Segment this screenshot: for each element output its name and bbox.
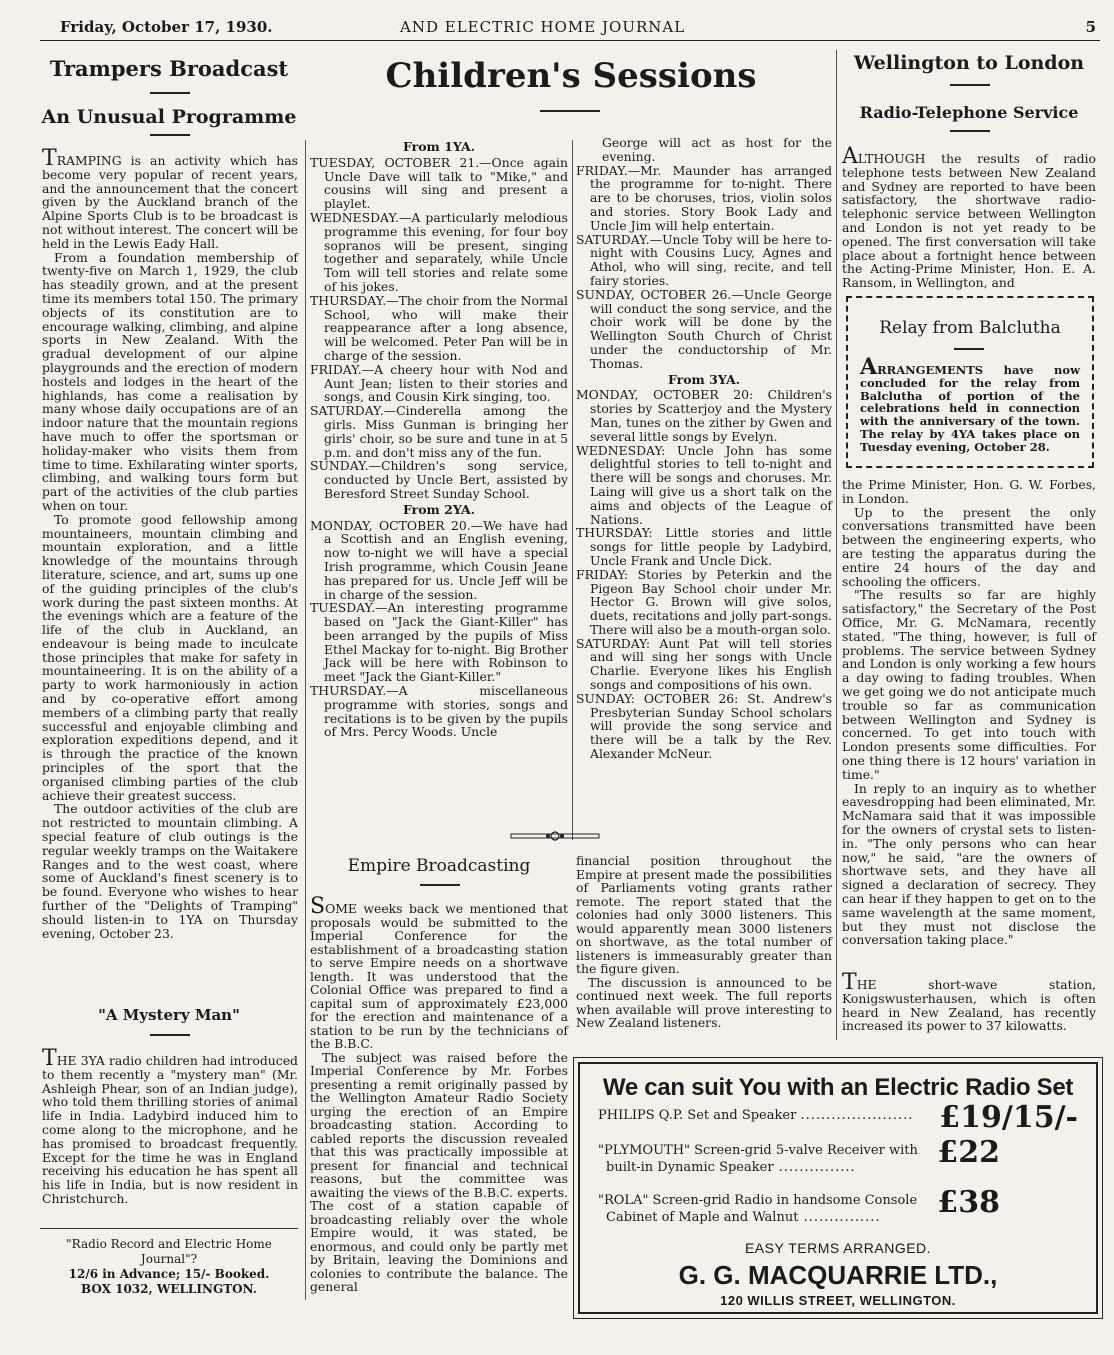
subscription-address: BOX 1032, WELLINGTON. — [81, 1282, 257, 1296]
balclutha-notice — [860, 354, 1080, 454]
ad-price-plymouth: £22 — [937, 1135, 1000, 1170]
drop-cap: T — [42, 1046, 57, 1071]
empire-title: Empire Broadcasting — [347, 856, 531, 876]
station-heading-3ya: From 3YA. — [667, 371, 741, 387]
children-column-2 — [576, 136, 832, 761]
drop-cap: A — [860, 354, 878, 380]
station-heading-1ya: From 1YA. — [402, 139, 476, 154]
ornament-icon — [510, 831, 600, 841]
children-column-1 — [310, 138, 568, 739]
trampers-subtitle: An Unusual Programme — [41, 106, 297, 128]
konigs-body: HE short-wave station, Konigswusterhausen, which is often heard in New Zealand, has recently increased its power to 37 kilowatts. — [842, 977, 1096, 1034]
subscription-notice — [40, 1228, 298, 1297]
station-heading-2ya: From 2YA. — [402, 501, 476, 517]
radio-advertisement — [578, 1062, 1098, 1314]
issue-date: Friday, October 17, 1930. — [60, 18, 273, 36]
session-entry: SUNDAY: OCTOBER 26: St. Andrew's Presbyterian Sunday School scholars will provide the song service and there will be a talk by the Rev. Alexander McNeur. — [576, 690, 832, 762]
drop-cap: A — [842, 144, 858, 169]
ad-item-label: "PLYMOUTH" Screen-grid 5-valve Receiver with — [598, 1143, 918, 1158]
trampers-paragraph: To promote good fellowship among mountaineers, mountain climbing and mountain exploration, and a little knowledge of the mountains through literature, science, and art, sums up one of the guiding principles of the club's work during the past sixteen months. At the evenings which are a feature of the life of the club in Auckland, an endeavour is being made to inculcate those principles that make for safety in mountaineering. It is on the ability of a party to work harmoniously in action and by co-operative effort among members of a climbing party that really successful and enjoyable climbing and exploration expeditions depend, and it is through the practice of the known principles of the sport that the organised climbing parties of the club achieve their greatest success. — [42, 511, 298, 803]
london-paragraph: "The results so far are highly satisfactory," the Secretary of the Post Office, Mr. G. McNamara, recently stated. "The thing, however, is full of problems. The service between Sydney and London is only working a few hours a day owing to fading troubles. When we get going we do not anticipate much trouble so far as communication between Wellington and Sydney is concerned. To get into touch with London presents some difficulties. For one thing there is 12 hours' variation in time." — [842, 587, 1096, 782]
london-article-part-1 — [842, 144, 1096, 291]
session-entry: SATURDAY.—Cinderella among the girls. Miss Gunman is bringing her girls' choir, so be sure and tune in at 5 p.m. and don't miss any of the fun. — [310, 403, 568, 460]
balclutha-box — [846, 296, 1094, 468]
children-title: Children's Sessions — [385, 56, 757, 96]
session-entry: WEDNESDAY.—A particularly melodious programme this evening, for four boy sopranos will be present, singing together and separately, while Uncle Tom will tell stories and relate some of his jokes. — [310, 209, 568, 294]
london-title: Wellington to London — [853, 52, 1085, 74]
london-paragraph: In reply to an inquiry as to whether eavesdropping had been eliminated, Mr. McNamara said that it was impossible for the owners of crystal sets to listen-in. "The only persons who can hear now," he said, "are the owners of shortwave sets, and they have all signed a declaration of secrecy. They can hear if they happen to get on to the same wavelength at the same moment, but they must not disclose the conversation taking place." — [842, 780, 1096, 948]
dot-leader: ............... — [798, 1210, 881, 1225]
session-entry: SUNDAY, OCTOBER 26.—Uncle George will conduct the song service, and the choir work will be done by the Wellington South Church of Christ under the conductorship of Mr. Thomas. — [576, 286, 832, 371]
ad-price-rola: £38 — [937, 1185, 1000, 1220]
title-rule — [420, 884, 460, 886]
title-rule — [150, 92, 190, 94]
ad-address: 120 WILLIS STREET, WELLINGTON. — [720, 1293, 956, 1308]
session-entry: FRIDAY.—Mr. Maunder has arranged the programme for to-night. There are to be choruses, trios, violin solos and stories. Story Book Lady and Uncle Jim will help entertain. — [576, 162, 832, 233]
drop-cap: S — [310, 894, 326, 919]
london-paragraph: Up to the present the only conversations transmitted have been between the engineering experts, who are testing the apparatus during the entire 24 hours of the day and schooling the officers. — [842, 504, 1096, 589]
trampers-paragraph: The outdoor activities of the club are not restricted to mountain climbing. A special feature of club outings is the regular weekly tramps on the Waitakere Ranges and to the west coast, where some of Auckland's finest scenery is to be found. Everyone who wishes to hear further of the "Delights of Tramping" should listen-in to 1YA on Thursday evening, October 23. — [42, 801, 298, 941]
empire-paragraph: financial position throughout the Empire at present made the possibilities of Parliaments voting grants rather remote. The report stated that the colonies had only 3000 listeners. This would apparently mean 3000 listeners on shortwave, as the total number of listeners is immeasurably greater than the figure given. — [576, 853, 832, 976]
dot-leader: ............... — [773, 1160, 856, 1175]
title-rule — [150, 134, 190, 136]
session-entry: WEDNESDAY: Uncle John has some delightful stories to tell to-night and there will be songs and choruses. Mr. Laing will give us a short talk on the aims and objects of the League of Nations. — [576, 442, 832, 527]
empire-article-part-1 — [310, 894, 568, 1294]
trampers-title: Trampers Broadcast — [49, 56, 289, 81]
page-number: 5 — [1085, 18, 1096, 36]
session-entry: FRIDAY: Stories by Peterkin and the Pigeon Bay School choir under Mr. Hector G. Brown will give solos, duets, recitations and jolly part-songs. There will also be a mouth-organ solo. — [576, 566, 832, 637]
drop-cap: T — [842, 970, 857, 995]
ad-headline: We can suit You with an Electric Radio Set — [602, 1074, 1074, 1101]
session-entry: SATURDAY.—Uncle Toby will be here to-night with Cousins Lucy, Agnes and Athol, who will sing, recite, and tell fairy stories. — [576, 231, 832, 288]
konigs-article — [842, 970, 1096, 1034]
session-entry: TUESDAY.—An interesting programme based on "Jack the Giant-Killer" has been arranged by the pupils of Miss Ethel Mackay for to-night. Big Brother Jack will be here with Robinson to meet "Jack the Giant-Killer." — [310, 600, 568, 685]
session-entry: SATURDAY: Aunt Pat will tell stories and will sing her songs with Uncle Charlie. Everyone likes his English songs and compositions of his own. — [576, 635, 832, 693]
ad-item-philips — [598, 1100, 1096, 1138]
journal-name: AND ELECTRIC HOME JOURNAL — [400, 18, 686, 36]
column-rule — [305, 140, 306, 1300]
mystery-paragraph: HE 3YA radio children had introduced to them recently a "mystery man" (Mr. Ashleigh Phear, son of an Indian judge), who told them thrilling stories of animal life in India. Ladybird induced him to come along to the microphone, and he has promised to broadcast frequently. Except for the time he was in England receiving his education he has spent all his life in India, but is now resident in Christchurch. — [42, 1053, 298, 1206]
london-paragraph: LTHOUGH the results of radio telephone tests between New Zealand and Sydney are reported to have been satisfactory, the shortwave radio-telephonic service between Wellington and London is not yet ready to be opened. The first conversation will take place about a fortnight hence between the Acting-Prime Minister, Hon. E. A. Ransom, in Wellington, and — [842, 151, 1096, 291]
subscription-question: "Radio Record and Electric Home Journal"? — [66, 1237, 272, 1266]
session-entry: TUESDAY, OCTOBER 21.—Once again Uncle Dave will talk to "Mike," and cousins will sing and present a playlet. — [310, 154, 568, 212]
ad-item-label: built-in Dynamic Speaker — [606, 1160, 774, 1175]
london-subtitle: Radio-Telephone Service — [859, 103, 1079, 122]
session-entry: THURSDAY.—The choir from the Normal School, who will make their reappearance after a long absence, will be welcomed. Peter Pan will be in charge of the session. — [310, 292, 568, 363]
ad-item-label: "ROLA" Screen-grid Radio in handsome Console — [598, 1193, 918, 1208]
title-rule — [950, 84, 990, 86]
ad-company: G. G. MACQUARRIE LTD., — [678, 1260, 998, 1290]
empire-article-part-2 — [576, 854, 832, 1030]
column-rule — [836, 50, 837, 1040]
trampers-paragraph: RAMPING is an activity which has become very popular of recent years, and the announcement that the concert given by the Auckland branch of the Alpine Sports Club is to be broadcast is not without interest. The concert will be held in the Lewis Eady Hall. — [42, 153, 298, 251]
ad-price-philips: £19/15/- — [939, 1100, 1078, 1135]
ad-item-plymouth — [598, 1135, 1096, 1182]
ad-item-rola — [598, 1185, 1096, 1232]
column-rule — [572, 140, 573, 840]
trampers-article — [42, 146, 298, 941]
title-rule — [950, 130, 990, 132]
session-entry: SUNDAY.—Children's song service, conducted by Uncle Bert, assisted by Beresford Street Sunday School. — [310, 458, 568, 501]
empire-paragraph: The discussion is announced to be continued next week. The full reports when available will prove interesting to New Zealand listeners. — [576, 974, 832, 1030]
session-entry: FRIDAY.—A cheery hour with Nod and Aunt Jean; listen to their stories and songs, and Cousin Kirk singing, too. — [310, 361, 568, 405]
ad-item-label: PHILIPS Q.P. Set and Speaker — [598, 1108, 797, 1123]
mystery-article — [42, 1046, 298, 1206]
session-entry: MONDAY, OCTOBER 20: Children's stories by Scatterjoy and the Mystery Man, tunes on the zither by Gwen and several little songs by Evelyn. — [576, 387, 832, 444]
session-entry: THURSDAY.—A miscellaneous programme with stories, songs and recitations is to be given by the pupils of Mrs. Percy Woods. Uncle — [310, 683, 568, 740]
empire-paragraph: The subject was raised before the Imperial Conference by Mr. Forbes presenting a remit originally passed by the Wellington Amateur Radio Society urging the erection of an Empire broadcasting station. According to cabled reports the discussion revealed that this was practically impossible at present for financial and technical reasons, but the committee was awaiting the views of the B.B.C. experts. The cost of a station capable of broadcasting reliably over the whole Empire would, it was stated, be enormous, and could only be partly met by Britain, leaving the Dominions and colonies to contribute the balance. The general — [310, 1049, 568, 1294]
mystery-title: "A Mystery Man" — [98, 1006, 240, 1024]
balclutha-title: Relay from Balclutha — [879, 318, 1061, 338]
dot-leader: ...................... — [800, 1108, 914, 1123]
title-rule — [540, 110, 600, 112]
balclutha-body: RRANGEMENTS have now concluded for the relay from Balclutha of portion of the celebrations held in connection with the anniversary of the town. The relay by 4YA takes place on Tuesday evening, October 28. — [860, 363, 1080, 454]
london-article-part-2 — [842, 478, 1096, 947]
session-entry: MONDAY, OCTOBER 20.—We have had a Scottish and an English evening, now to-night we will have a special Irish programme, which Cousin Jeane has prepared for us. Uncle Jeff will be in charge of the session. — [310, 517, 568, 602]
session-entry: THURSDAY: Little stories and little songs for little people by Ladybird, Uncle Frank and Uncle Dick. — [576, 525, 832, 568]
subscription-rates: 12/6 in Advance; 15/- Booked. — [68, 1267, 270, 1281]
empire-paragraph: OME weeks back we mentioned that proposals would be submitted to the Imperial Conference for the establishment of a broadcasting station to serve Empire needs on a shortwave length. It was understood that the Colonial Office was prepared to find a capital sum of approximately £23,000 for the erection and maintenance of a station to be run by the technicians of the B.B.C. — [310, 901, 568, 1051]
masthead — [40, 14, 1100, 41]
drop-cap: T — [42, 146, 57, 171]
title-rule — [954, 348, 984, 350]
ad-item-label: Cabinet of Maple and Walnut — [606, 1210, 799, 1225]
trampers-paragraph: From a foundation membership of twenty-five on March 1, 1929, the club has steadily grown, and at the present time its members total 150. The primary objects of its constitution are to encourage walking, climbing, and alpine sports in New Zealand. With the gradual development of our alpine playgrounds and the erection of modern hostels and lodges in the heart of the highlands, has come a realisation by many whose daily occupations are of an indoor nature that the mountain regions have much to offer the sportsman or holiday-maker who visits them from time to time. Exhilarating winter sports, climbing, and walking tours form but part of the activities of the club parties when on tour. — [42, 249, 298, 513]
session-continued: George will act as host for the evening. — [602, 135, 832, 164]
title-rule — [150, 1034, 190, 1036]
ornament-divider — [510, 826, 600, 836]
ad-terms: EASY TERMS ARRANGED. — [744, 1240, 932, 1256]
london-paragraph: the Prime Minister, Hon. G. W. Forbes, in London. — [842, 477, 1096, 506]
